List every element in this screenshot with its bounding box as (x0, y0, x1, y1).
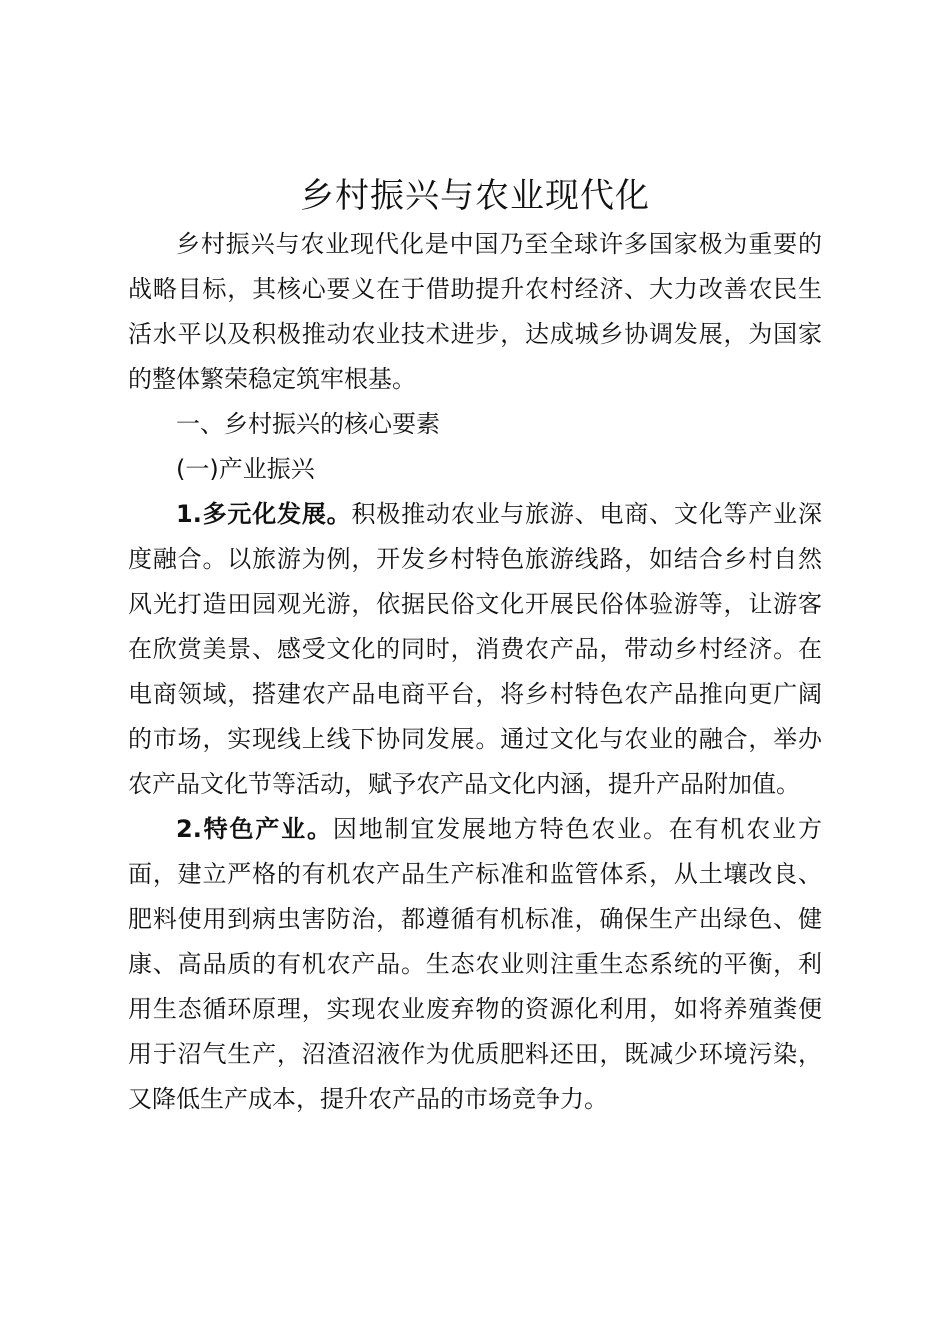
subsection-heading: (一)产业振兴 (176, 455, 315, 483)
item-text-1: 积极推动农业与旅游、电商、文化等产业深度融合。以旅游为例，开发乡村特色旅游线路，如结合乡村自然风光打造田园观光游，依据民俗文化开展民俗体验游等，让游客在欣赏美景、感受文化的同时，消费农产品，带动乡村经济。在电商领域，搭建农产品电商平台，将乡村特色农产品推向更广阔的市场，实现线上线下协同发展。通过文化与农业的融合，举办农产品文化节等活动，赋予农产品文化内涵，提升产品附加值。 (128, 500, 822, 798)
document-title: 乡村振兴与农业现代化 (300, 176, 650, 216)
item-lead-1: 1.多元化发展。 (176, 500, 352, 528)
intro-paragraph: 乡村振兴与农业现代化是中国乃至全球许多国家极为重要的战略目标，其核心要义在于借助提升农村经济、大力改善农民生活水平以及积极推动农业技术进步，达成城乡协调发展，为国家的整体繁荣稳定筑牢根基。 (128, 230, 822, 393)
item-paragraph-2 (128, 807, 822, 1122)
document-body (128, 222, 822, 1122)
section-heading: 一、乡村振兴的核心要素 (176, 410, 440, 438)
item-paragraph-1 (128, 492, 822, 807)
item-lead-2: 2.特色产业。 (176, 815, 333, 843)
item-text-2: 因地制宜发展地方特色农业。在有机农业方面，建立严格的有机农产品生产标准和监管体系，从土壤改良、肥料使用到病虫害防治，都遵循有机标准，确保生产出绿色、健康、高品质的有机农产品。生态农业则注重生态系统的平衡，利用生态循环原理，实现农业废弃物的资源化利用，如将养殖粪便用于沼气生产，沼渣沼液作为优质肥料还田，既减少环境污染，又降低生产成本，提升农产品的市场竞争力。 (128, 815, 822, 1113)
